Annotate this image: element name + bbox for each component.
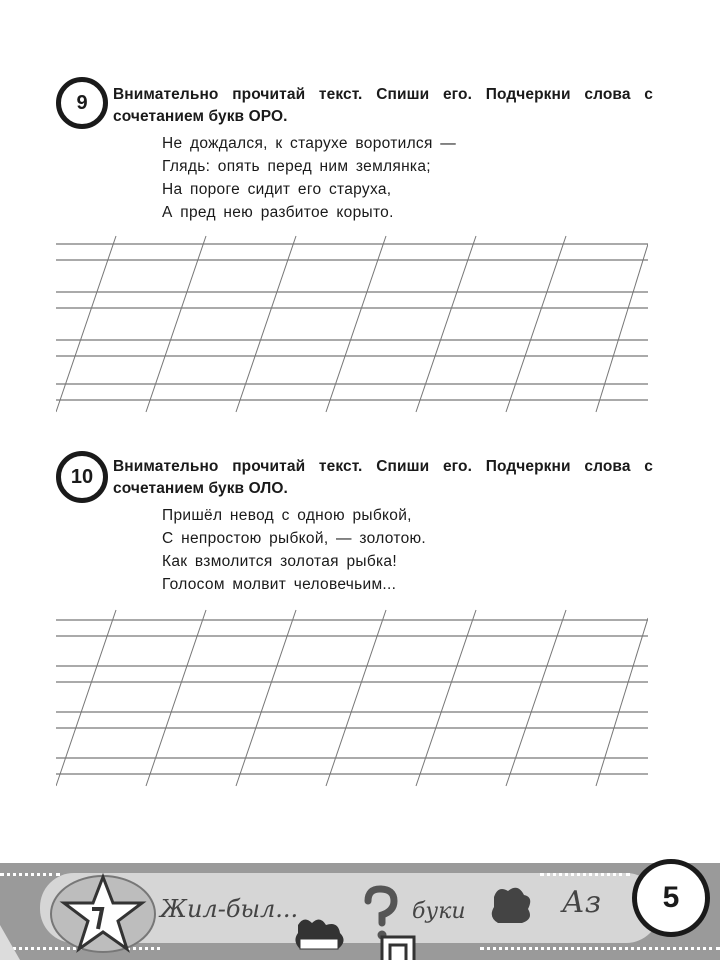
poem-line: Глядь: опять перед ним землянка;	[162, 158, 431, 175]
script-text: Жил-был...	[160, 895, 299, 923]
ruled-grid	[56, 234, 648, 414]
poem-line: Пришёл невод с одною рыбкой,	[162, 507, 412, 524]
poem	[162, 132, 456, 224]
poem-line: Голосом молвит человечьим...	[162, 576, 397, 593]
script-text: Аз	[562, 885, 602, 920]
script-text: буки	[412, 899, 466, 924]
poem-line: А пред нею разбитое корыто.	[162, 204, 394, 221]
star-icon	[48, 871, 158, 957]
task-instruction: Внимательно прочитай текст. Спиши его. Подчеркни слова с сочетанием букв ОЛО.	[113, 458, 653, 497]
poem-line: С непростою рыбкой, — золотою.	[162, 530, 427, 547]
poem-line: Не дождался, к старухе воротился —	[162, 135, 457, 152]
poem-line: На пороге сидит его старуха,	[162, 181, 392, 198]
ruled-grid	[56, 608, 648, 788]
maze-icon	[380, 935, 416, 960]
task-instruction: Внимательно прочитай текст. Спиши его. Подчеркни слова с сочетанием букв ОРО.	[113, 86, 653, 125]
puzzle-icon	[292, 915, 348, 955]
page-number: 5	[662, 881, 680, 914]
task-number: 9	[76, 91, 88, 114]
dotted-line	[480, 947, 720, 950]
writing-lines[interactable]	[56, 608, 648, 788]
page-number-badge	[632, 859, 710, 937]
question-icon	[360, 885, 400, 941]
writing-lines[interactable]	[56, 234, 648, 414]
task-number: 10	[70, 465, 94, 488]
poem	[162, 504, 426, 596]
poem-line: Как взмолится золотая рыбка!	[162, 553, 397, 570]
puzzle-icon	[488, 883, 534, 929]
task-number-badge	[56, 77, 108, 129]
triangle-icon	[0, 915, 20, 960]
dotted-line	[540, 873, 630, 876]
footer-banner	[0, 855, 720, 960]
task-number-badge	[56, 451, 108, 503]
